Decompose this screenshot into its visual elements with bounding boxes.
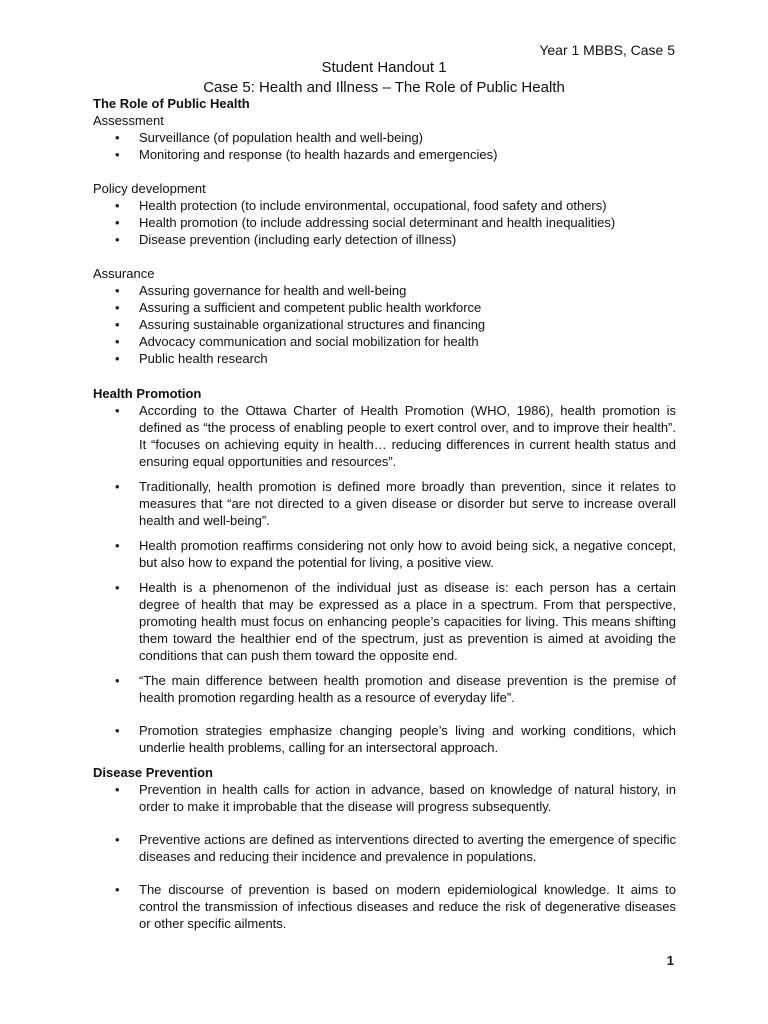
list-item: • Monitoring and response (to health hazards and emergencies) <box>93 146 676 163</box>
policy-list <box>93 197 676 248</box>
list-item: • Health protection (to include environmental, occupational, food safety and others) <box>93 197 676 214</box>
promotion-list <box>93 402 676 756</box>
list-item: • Promotion strategies emphasize changing people’s living and working conditions, which underlie health problems, calling for an intersectoral approach. <box>93 722 676 756</box>
list-item: • Surveillance (of population health and well-being) <box>93 129 676 146</box>
list-item: • Advocacy communication and social mobilization for health <box>93 333 676 350</box>
list-item: • Traditionally, health promotion is defined more broadly than prevention, since it relates to measures that “are not directed to a given disease or disorder but serve to increase overall health and well-being”. <box>93 478 676 529</box>
list-item: • Health is a phenomenon of the individual just as disease is: each person has a certain degree of health that may be expressed as a place in a spectrum. From that perspective, promoting health must focus on enhancing people’s capacities for living. This means shifting them toward the healthier end of the spectrum, just as prevention is aimed at avoiding the conditions that can push them toward the opposite end. <box>93 579 676 664</box>
list-item: • “The main difference between health promotion and disease prevention is the premise of health promotion regarding health as a resource of everyday life”. <box>93 672 676 706</box>
course-label: Year 1 MBBS, Case 5 <box>539 42 675 58</box>
list-item: • Assuring governance for health and well-being <box>93 282 676 299</box>
list-item: • Health promotion reaffirms considering not only how to avoid being sick, a negative concept, but also how to expand the potential for living, a positive view. <box>93 537 676 571</box>
prevention-list <box>93 781 676 932</box>
section-heading-promotion: Health Promotion <box>93 386 202 401</box>
list-item: • Preventive actions are defined as interventions directed to averting the emergence of specific diseases and reducing their incidence and prevalence in populations. <box>93 831 676 865</box>
document-title <box>0 58 768 98</box>
section-heading-prevention: Disease Prevention <box>93 765 213 780</box>
list-item: • Assuring a sufficient and competent public health workforce <box>93 299 676 316</box>
title-line-1: Student Handout 1 <box>321 59 447 76</box>
subheading-assurance: Assurance <box>93 266 155 281</box>
list-item: • According to the Ottawa Charter of Health Promotion (WHO, 1986), health promotion is defined as “the process of enabling people to exert control over, and to improve their health”. It “focuses on achieving equity in health… reducing differences in current health status and ensuring equal opportunities and resources”. <box>93 402 676 470</box>
subheading-assessment: Assessment <box>93 113 164 128</box>
list-item: • Health promotion (to include addressing social determinant and health inequalities) <box>93 214 676 231</box>
subheading-policy: Policy development <box>93 181 206 196</box>
list-item: • Prevention in health calls for action in advance, based on knowledge of natural history, in order to make it improbable that the disease will progress subsequently. <box>93 781 676 815</box>
assurance-list <box>93 282 676 367</box>
page-number: 1 <box>666 953 674 968</box>
list-item: • Public health research <box>93 350 676 367</box>
assessment-list <box>93 129 676 163</box>
list-item: • Assuring sustainable organizational structures and financing <box>93 316 676 333</box>
document-body <box>93 95 676 940</box>
list-item: • Disease prevention (including early detection of illness) <box>93 231 676 248</box>
section-heading-role: The Role of Public Health <box>93 96 250 111</box>
list-item: • The discourse of prevention is based on modern epidemiological knowledge. It aims to control the transmission of infectious diseases and reduce the risk of degenerative diseases or other specific ailments. <box>93 881 676 932</box>
title-line-2: Case 5: Health and Illness – The Role of Public Health <box>203 79 565 96</box>
